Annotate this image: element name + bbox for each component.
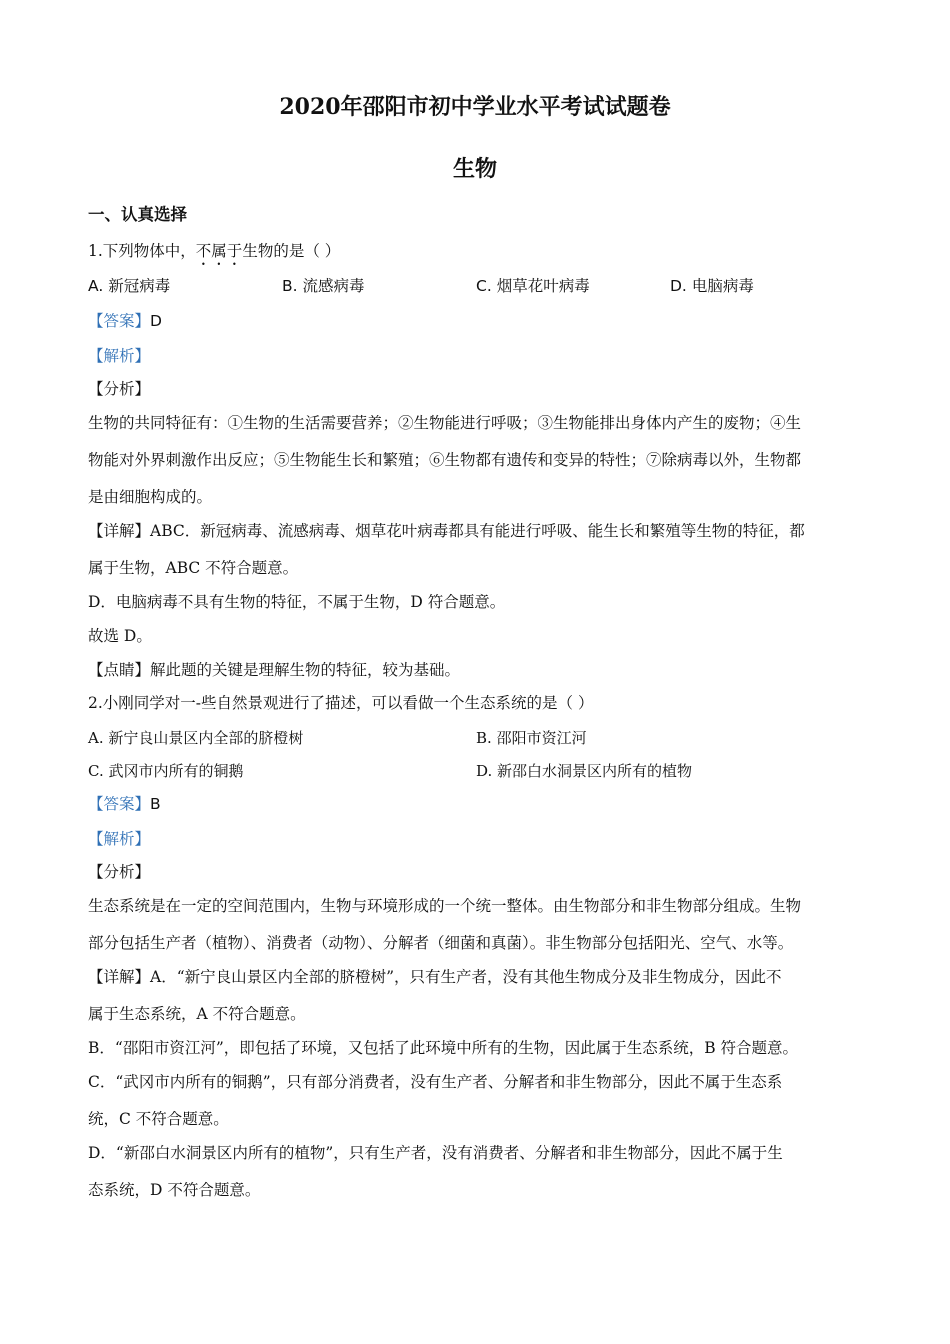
- q1-detail-line: 属于生物，ABC 不符合题意。: [88, 559, 299, 577]
- answer-label: 【答案】: [88, 312, 151, 330]
- option-text: 武冈市内所有的铜鹅: [108, 762, 244, 780]
- option-letter: B.: [476, 729, 492, 747]
- section-heading: 一、认真选择: [88, 205, 187, 224]
- q1-analysis-line: 是由细胞构成的。: [88, 488, 213, 506]
- q2-option-b: [476, 728, 587, 748]
- q2-answer: [88, 794, 161, 814]
- q1-option-d: [670, 276, 754, 296]
- q2-detail-line: C．“武冈市内所有的铜鹅”，只有部分消费者，没有生产者、分解者和非生物部分，因此不属于生态系: [88, 1073, 783, 1091]
- option-text: 流感病毒: [302, 277, 365, 295]
- answer-label: 【答案】: [88, 795, 151, 813]
- option-text: 邵阳市资江河: [496, 729, 587, 747]
- option-letter: D.: [476, 762, 493, 780]
- q1-stem: [88, 241, 340, 269]
- q2-detail-line: B．“邵阳市资江河”，即包括了环境，又包括了此环境中所有的生物，因此属于生态系统，B 符合题意。: [88, 1039, 799, 1057]
- subject-title: 生物: [452, 156, 497, 182]
- option-text: 电脑病毒: [691, 277, 754, 295]
- q1-jiexi-label: 【解析】: [88, 347, 151, 365]
- q2-jiexi-label: 【解析】: [88, 830, 151, 848]
- q1-stem-prefix: 1.下列物体中，: [88, 242, 196, 260]
- q2-option-d: [476, 761, 692, 781]
- q2-detail-line: 【详解】A．“新宁良山景区内全部的脐橙树”，只有生产者，没有其他生物成分及非生物成分，因此不: [88, 968, 782, 986]
- q2-detail-line: 统，C 不符合题意。: [88, 1110, 229, 1128]
- option-text: 新冠病毒: [108, 277, 171, 295]
- q1-dianjing: 【点睛】解此题的关键是理解生物的特征，较为基础。: [88, 661, 461, 679]
- q2-detail-line: 属于生态系统，A 不符合题意。: [88, 1005, 306, 1023]
- option-letter: C.: [88, 762, 104, 780]
- q1-option-a: [88, 276, 170, 296]
- option-text: 新宁良山景区内全部的脐橙树: [108, 729, 304, 747]
- option-letter: A.: [88, 729, 104, 747]
- q1-detail-line: 【详解】ABC．新冠病毒、流感病毒、烟草花叶病毒都具有能进行呼吸、能生长和繁殖等生物的特征，都: [88, 522, 805, 540]
- answer-value: B: [150, 795, 161, 813]
- page-title: 2020年邵阳市初中学业水平考试试题卷: [279, 94, 671, 120]
- q2-analysis-line: 部分包括生产者（植物）、消费者（动物）、分解者（细菌和真菌）。非生物部分包括阳光、空气、水等。: [88, 934, 794, 952]
- option-letter: C.: [476, 277, 492, 295]
- q1-analysis-line: 生物的共同特征有：①生物的生活需要营养；②生物能进行呼吸；③生物能排出身体内产生的废物；④生: [88, 414, 802, 432]
- option-letter: A.: [88, 277, 104, 295]
- q1-stem-suffix: 生物的是（ ）: [242, 242, 341, 260]
- q2-fenxi-label: 【分析】: [88, 863, 151, 881]
- q1-fenxi-label: 【分析】: [88, 380, 151, 398]
- option-text: 新邵白水洞景区内所有的植物: [497, 762, 693, 780]
- q2-analysis-line: 生态系统是在一定的空间范围内，生物与环境形成的一个统一整体。由生物部分和非生物部分组成。生物: [88, 897, 802, 915]
- q2-option-c: [88, 761, 244, 781]
- q1-detail-line: D．电脑病毒不具有生物的特征，不属于生物，D 符合题意。: [88, 593, 506, 611]
- q1-stem-emphasis: 不属于: [195, 242, 243, 260]
- q1-option-c: [476, 276, 590, 296]
- answer-value: D: [150, 312, 162, 330]
- q2-option-a: [88, 728, 303, 748]
- q2-stem: 2.小刚同学对一-些自然景观进行了描述，可以看做一个生态系统的是（ ）: [88, 694, 594, 712]
- q1-answer: [88, 311, 162, 331]
- q2-detail-line: 态系统，D 不符合题意。: [88, 1181, 261, 1199]
- option-letter: B.: [282, 277, 298, 295]
- option-letter: D.: [670, 277, 687, 295]
- q2-detail-line: D．“新邵白水洞景区内所有的植物”，只有生产者，没有消费者、分解者和非生物部分，因此不属于生: [88, 1144, 783, 1162]
- q1-analysis-line: 物能对外界刺激作出反应；⑤生物能生长和繁殖；⑥生物都有遗传和变异的特性；⑦除病毒以外，生物都: [88, 451, 802, 469]
- q1-detail-line: 故选 D。: [88, 627, 152, 645]
- option-text: 烟草花叶病毒: [496, 277, 590, 295]
- q1-option-b: [282, 276, 365, 296]
